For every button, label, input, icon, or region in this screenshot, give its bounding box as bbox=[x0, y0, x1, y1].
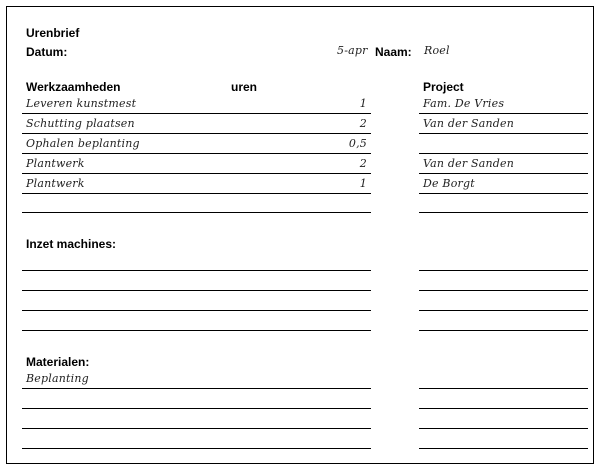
materialen-label: Materialen: bbox=[26, 355, 90, 369]
row-line bbox=[22, 448, 371, 449]
task-cell[interactable]: Leveren kunstmest bbox=[26, 97, 137, 110]
form-title: Urenbrief bbox=[26, 26, 80, 40]
row-line bbox=[419, 133, 588, 134]
row-line bbox=[419, 193, 588, 194]
row-line bbox=[22, 153, 371, 154]
task-cell[interactable]: Plantwerk bbox=[26, 157, 85, 170]
row-line bbox=[22, 193, 371, 194]
task-cell[interactable]: Schutting plaatsen bbox=[26, 117, 135, 130]
row-line bbox=[22, 113, 371, 114]
machines-label: Inzet machines: bbox=[26, 237, 117, 251]
row-line bbox=[22, 428, 371, 429]
row-line bbox=[22, 290, 371, 291]
project-cell[interactable]: Van der Sanden bbox=[423, 117, 514, 130]
datum-label: Datum: bbox=[26, 45, 68, 59]
hours-cell[interactable]: 2 bbox=[359, 117, 367, 130]
task-cell[interactable]: Plantwerk bbox=[26, 177, 85, 190]
row-line bbox=[22, 212, 371, 213]
row-line bbox=[419, 270, 588, 271]
row-line bbox=[419, 173, 588, 174]
hours-cell[interactable]: 1 bbox=[359, 97, 367, 110]
material-item[interactable]: Beplanting bbox=[26, 372, 89, 385]
row-line bbox=[419, 113, 588, 114]
row-line bbox=[419, 212, 588, 213]
row-line bbox=[419, 448, 588, 449]
row-line bbox=[22, 330, 371, 331]
project-cell[interactable]: Fam. De Vries bbox=[423, 97, 505, 110]
row-line bbox=[419, 388, 588, 389]
datum-value[interactable]: 5-apr bbox=[337, 44, 368, 57]
naam-label: Naam: bbox=[375, 45, 412, 59]
hours-cell[interactable]: 1 bbox=[359, 177, 367, 190]
project-cell[interactable]: De Borgt bbox=[423, 177, 475, 190]
row-line bbox=[419, 290, 588, 291]
naam-value[interactable]: Roel bbox=[424, 44, 450, 57]
row-line bbox=[22, 270, 371, 271]
row-line bbox=[419, 330, 588, 331]
row-line bbox=[22, 388, 371, 389]
hours-cell[interactable]: 0,5 bbox=[348, 137, 367, 150]
werkzaamheden-header: Werkzaamheden bbox=[26, 80, 121, 94]
row-line bbox=[22, 310, 371, 311]
row-line bbox=[419, 310, 588, 311]
project-header: Project bbox=[423, 80, 464, 94]
row-line bbox=[419, 408, 588, 409]
hours-cell[interactable]: 2 bbox=[359, 157, 367, 170]
row-line bbox=[419, 428, 588, 429]
task-cell[interactable]: Ophalen beplanting bbox=[26, 137, 140, 150]
row-line bbox=[419, 153, 588, 154]
row-line bbox=[22, 408, 371, 409]
timesheet-form bbox=[6, 6, 594, 464]
row-line bbox=[22, 133, 371, 134]
row-line bbox=[22, 173, 371, 174]
uren-header: uren bbox=[231, 80, 258, 94]
project-cell[interactable]: Van der Sanden bbox=[423, 157, 514, 170]
